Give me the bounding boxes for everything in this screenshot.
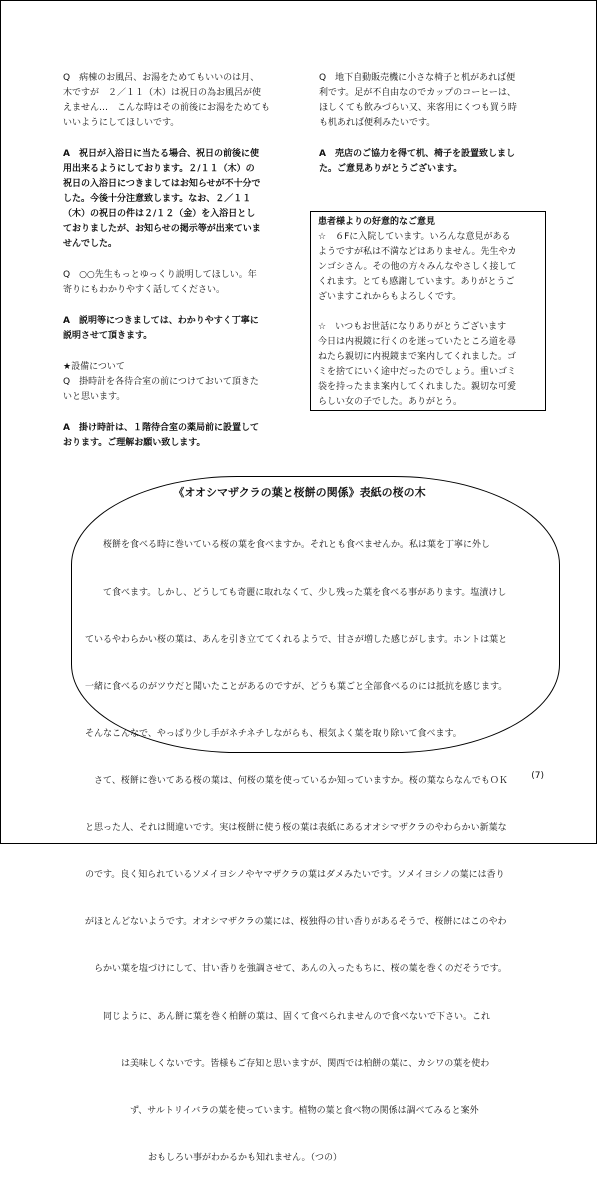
answer-block-3: A 掛け時計は、１階待合室の薬局前に設置して おります。ご理解お願い致します。 [63,423,259,448]
qa-block-1: Q 病棟のお風呂、お湯をためてもいいのは月、 木ですが ２／１１（木）は祝日の為お風呂が使 えません… こんな時はその前後にお湯をためても いいようにしてほしいです。 [63,73,271,128]
article-line: 一緒に食べるのがツウだと聞いたことがあるのですが、どうも葉ごと全部食べるのには抵抗を感じます。 [85,681,508,692]
article-line: がほとんどないようです。オオシマザクラの葉には、桜独得の甘い香りがあるそうで、桜餅にはこのやわ [85,917,507,928]
opinion-paragraph-1: ☆ ６Fに入院しています。いろんな意見がある ようですが私は不満などはありません。先生やカ ンゴシさん。その他の方々みんなやさしく接して くれます。とても感謝しています。ありがとうご ざいますこれからもよろしくです。 [318,232,517,302]
article-body [85,507,555,1198]
article-line: ず、サルトリイバラの葉を使っています。植物の葉と食べ物の関係は調べてみると案外 [85,1105,479,1116]
article-line: のです。良く知られているソメイヨシノやヤマザクラの葉はダメみたいです。ソメイヨシノの葉には香り [85,870,505,881]
qa-block-3: ★設備について Q 掛時計を各待合室の前につけておいて頂きた いと思います。 [63,362,259,402]
opinion-paragraph-2: ☆ いつもお世話になりありがとうございます 今日は内視鏡に行くのを迷っていたところ道を尋 ねたら親切に内視鏡まで案内してくれました。ゴ ミを捨てにいく途中だったのでしょう。重いゴミ 袋を持ったまま案内してくれました。親切な可愛 らしい女の子でした。ありがとう。 [318,322,517,407]
article-line: さて、桜餅に巻いてある桜の葉は、何桜の葉を使っているか知っていますか。桜の葉ならなんでもＯＫ [85,775,508,786]
answer-block-4: A 売店のご協力を得て机、椅子を設置致しまし た。ご意見ありがとうございます。 [319,149,515,174]
page-number: (7) [531,771,544,781]
article-line: おもしろい事がわかるかも知れません。（つの） [85,1152,343,1163]
article-line: らかい葉を塩づけにして、甘い香りを強調させて、あんの入ったもちに、桜の葉を巻くのだそうです。 [85,964,507,975]
article-line: て食べます。しかし、どうしても奇麗に取れなくて、少し残った葉を食べる事があります。塩漬けし [85,587,507,598]
article-line: と思った人、それは間違いです。実は桜餅に使う桜の葉は表紙にあるオオシマザクラのやわらかい新葉な [85,823,507,834]
left-column [63,71,295,467]
article-line: は美味しくないです。皆様もご存知と思いますが、関西では柏餅の葉に、カシワの葉を使わ [85,1058,490,1069]
favorable-opinions-box [310,211,546,411]
article-line: 桜餅を食べる時に巻いている桜の葉を食べますか。それとも食べませんか。私は葉を丁寧に外し [85,540,491,551]
article-line: ているやわらかい桜の葉は、あんを引き立ててくれるようで、甘さが増した感じがします。ホントは葉と [85,634,508,645]
article-line: 同じように、あん餅に葉を巻く柏餅の葉は、固くて食べられませんので食べないで下さい。これ [85,1011,491,1022]
qa-block-4: Q 地下自動販売機に小さな椅子と机があれば便 利です。足が不自由なのでカップのコーヒーは、 ほしくても飲みづらい又、来客用にくつも買う時 も机あれば便利みたいです。 [319,73,517,128]
right-column [319,71,543,193]
answer-block-1: A 祝日が入浴日に当たる場合、祝日の前後に使 用出来るようにしております。２/１１（木）の 祝日の入浴日につきましてはお知らせが不十分で した。今後十分注意致します。なお、２／１１ （木）の祝日の件は２/１２（金）を入浴日とし ておりましたが、お知らせの掲示等が出来ていま せんでした。 [63,149,261,249]
article-title: 《オオシマザクラの葉と桜餅の関係》表紙の桜の木 [173,486,426,499]
article-line: そんなこんなで、やっぱり少し手がネチネチしながらも、根気よく葉を取り除いて食べます。 [85,728,462,739]
box-title: 患者様よりの好意的なご意見 [318,217,436,227]
answer-block-2: A 説明等につきましては、わかりやすく丁寧に 説明させて頂きます。 [63,316,259,341]
qa-block-2: Q ○○先生もっとゆっくり説明してほしい。年 寄りにもわかりやすく話してください。 [63,270,257,295]
